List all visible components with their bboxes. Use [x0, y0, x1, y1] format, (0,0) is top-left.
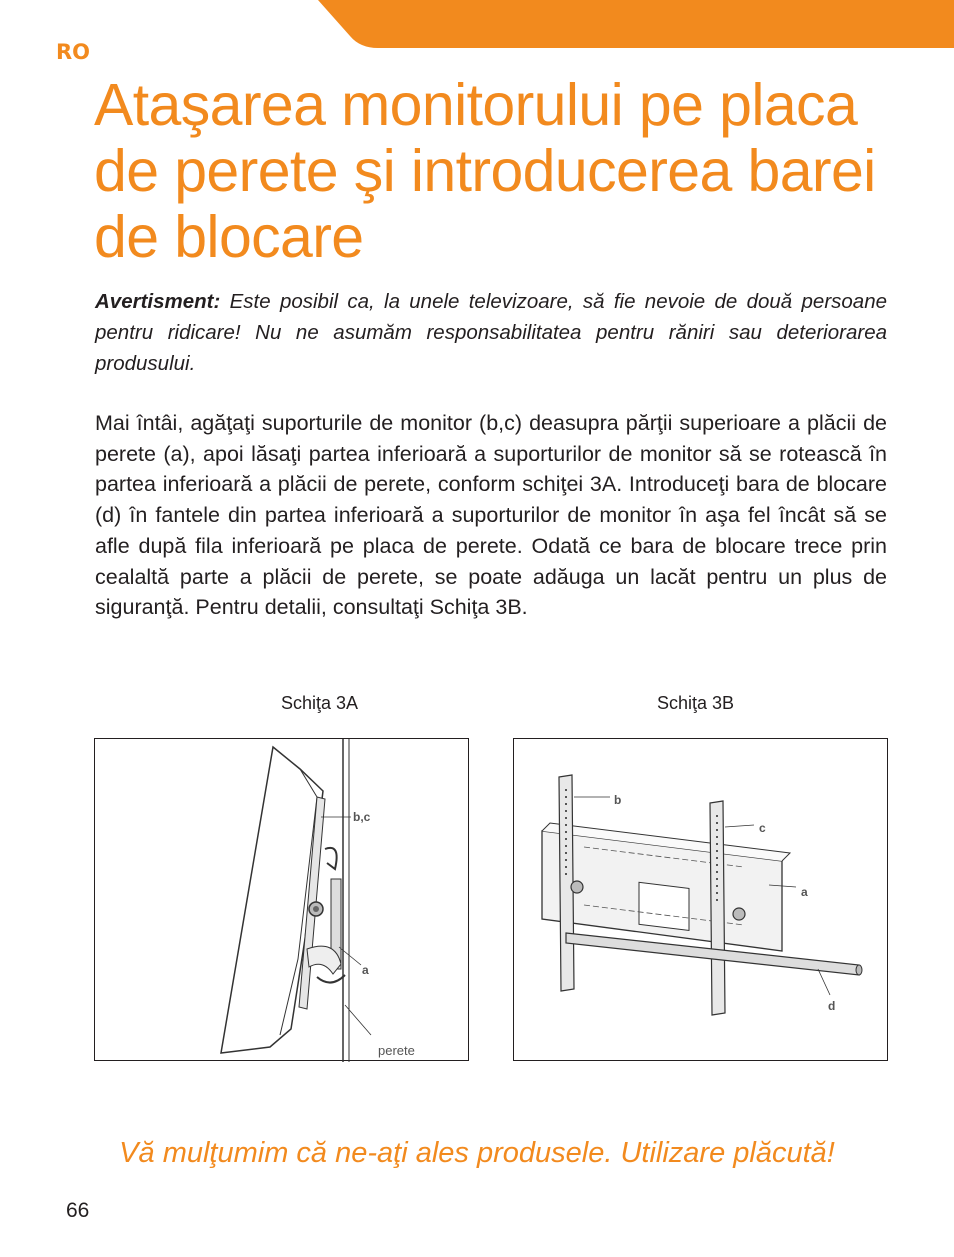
- figure-3b-drawing: [514, 739, 889, 1062]
- figure-3a-label-a: a: [362, 963, 369, 977]
- warning-paragraph: [95, 286, 887, 379]
- instructions-paragraph: Mai întâi, agăţaţi suporturile de monitor (b,c) deasupra părţii superioare a plăcii de perete (a), apoi lăsaţi partea inferioară a suporturilor de monitor să se rotească în partea inferioară a plăcii de perete, conform schiţei 3A. Introduceţi bara de blocare (d) în fantele din partea inferioară a suporturilor de monitor în aşa fel încât să se afle după fila inferioară pe placa de perete. Odată ce bara de blocare trece prin cealaltă parte a plăcii de perete, se poate adăuga un lacăt pentru un plus de siguranţă. Pentru detalii, consultaţi Schiţa 3B.: [95, 411, 887, 620]
- figure-3b-label-d: d: [828, 999, 836, 1013]
- closing-thanks: Vă mulţumim că ne-aţi ales produsele. Utilizare plăcută!: [119, 1137, 835, 1169]
- figure-3b-label-c: c: [759, 821, 766, 835]
- figure-3a: [94, 738, 469, 1061]
- figure-3a-caption: Schiţa 3A: [281, 693, 359, 713]
- figure-3a-label-wall: perete: [378, 1043, 415, 1058]
- warning-label: Avertisment:: [95, 290, 221, 313]
- language-code: RO: [56, 40, 91, 64]
- figure-3a-label-bc: b,c: [353, 810, 371, 824]
- page-title: Ataşarea monitorului pe placa de perete şi introducerea barei de blocare: [94, 72, 876, 270]
- figure-3b: [513, 738, 888, 1061]
- warning-text: Este posibil ca, la unele televizoare, să fie nevoie de două persoane pentru ridicare! Nu ne asumăm responsabilitatea pentru răniri sau deteriorarea produsului.: [95, 290, 887, 375]
- figure-3b-label-a: a: [801, 885, 808, 899]
- figure-3b-label-b: b: [614, 793, 622, 807]
- figure-3a-drawing: [95, 739, 470, 1062]
- header-tab-decoration: [0, 0, 954, 48]
- figure-3b-caption: Schiţa 3B: [657, 693, 735, 713]
- page-number: 66: [66, 1199, 90, 1222]
